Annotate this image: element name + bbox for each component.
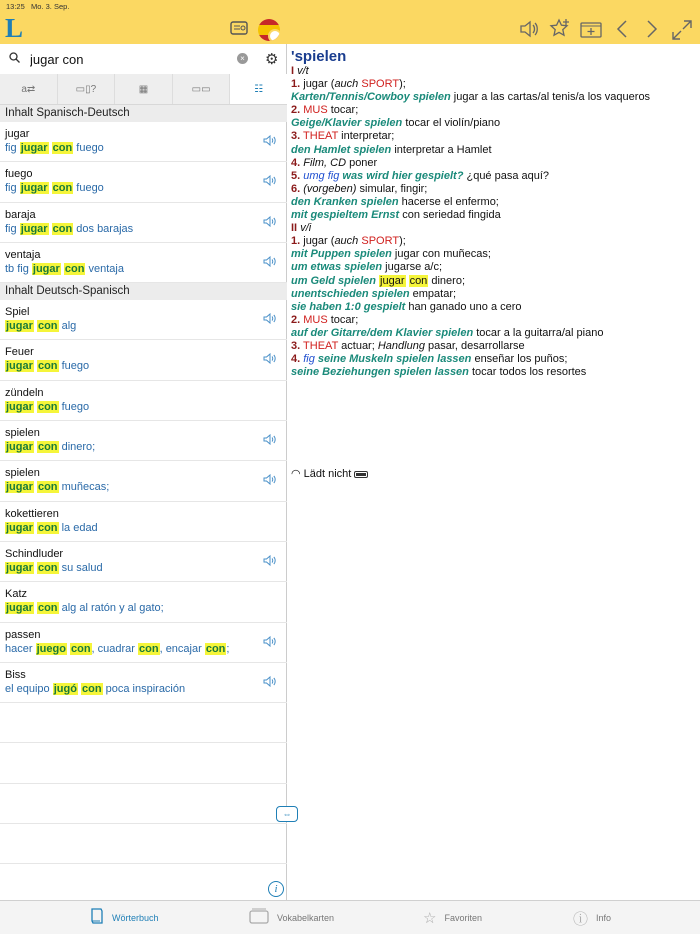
result-headword: Feuer [5,346,34,359]
sense-number: 1. [291,235,301,248]
empty-row [0,784,287,824]
translation: ¿qué pasa aquí? [463,169,550,182]
search-highlight: jugar [20,182,48,195]
example-phrase[interactable]: was wird hier gespielt? [339,169,464,182]
entry-line [291,65,697,78]
entry-line [291,91,697,104]
search-highlight: con [52,182,73,195]
tab-woerterbuch[interactable] [90,901,159,934]
translation-text: ; [226,642,230,655]
bottom-tab-bar [0,900,700,934]
domain-label: SPORT [358,235,400,248]
sense-number: 4. [291,156,301,169]
entry-line [291,248,697,261]
section-header-es-de: Inhalt Spanisch-Deutsch [0,105,287,122]
translation-text: muñecas; [58,481,110,494]
translation-text: el equipo [5,682,53,695]
wifi-icon: ◠ [291,467,301,480]
expand-icon[interactable] [670,18,694,42]
app-logo: L [5,13,24,43]
entry-line [291,209,697,222]
audio-speaker-icon[interactable] [263,353,276,367]
result-item[interactable] [0,623,287,663]
speaker-icon[interactable] [518,18,540,40]
example-phrase[interactable]: Geige/Klavier spielen [291,117,403,130]
domain-label: MUS [300,104,328,117]
usage-note: (vorgeben) [300,182,357,195]
translation: hacerse el enfermo; [398,195,499,208]
translation: dinero; [428,274,466,287]
search-highlight: jugó [53,682,77,695]
example-phrase[interactable]: seine Muskeln spielen lassen [314,353,472,366]
status-charging: Lädt nicht [303,467,352,480]
translation: han ganado uno a cero [405,300,522,313]
gear-icon[interactable]: ⚙ [265,51,279,68]
empty-row [0,703,287,743]
search-highlight: con [37,320,58,333]
translation-text: fig [5,142,20,154]
card-icon[interactable] [229,18,249,38]
star-add-icon[interactable] [548,17,572,41]
search-bar [0,44,287,74]
sense-number: 6. [291,182,301,195]
translation: poner [346,156,378,169]
result-item[interactable] [0,243,287,283]
translation-text: fuego [58,400,90,413]
mode-wildcard-tab[interactable] [58,74,116,104]
register-label: umg fig [300,169,340,182]
translation-text: alg al ratón y al gato; [58,602,164,615]
tab-label: Wörterbuch [112,913,159,923]
result-headword: jugar [5,128,30,140]
sense-number: 2. [291,313,301,326]
status-time: 13:25 [6,1,25,11]
example-phrase[interactable]: den Kranken spielen [291,195,399,208]
entry-line [291,196,697,209]
search-highlight: con [52,142,73,154]
result-item[interactable] [0,663,287,703]
search-highlight: jugar [6,561,33,574]
fulltext-search-icon: ☷ [254,83,264,95]
translate-search-icon: a⇄ [21,83,36,95]
search-highlight: con [70,642,91,655]
domain-label: MUS [300,313,328,326]
search-highlight: jugar [380,274,405,287]
back-icon[interactable] [612,18,632,40]
example-phrase[interactable]: um etwas spielen [291,261,383,274]
translation: interpretar a Hamlet [391,143,492,156]
entry-line [291,366,697,379]
roman-numeral: II [291,222,298,235]
usage-note: Handlung [377,339,425,352]
result-item[interactable] [0,582,287,622]
result-headword: Biss [5,668,26,681]
result-translation [5,181,287,195]
translation: actuar; [338,339,378,352]
entry-headword: 'spielen [291,48,347,65]
search-highlight: con [37,561,58,574]
result-translation [5,561,287,575]
domain-label: THEAT [300,339,339,352]
search-highlight: jugar [6,360,33,373]
translation-text: su salud [58,561,103,574]
translation: simular, fingir; [356,182,428,195]
example-phrase[interactable]: unentschieden spielen [291,287,410,300]
search-highlight: jugar [6,400,33,413]
translation-text: , cuadrar [91,642,139,655]
result-translation [5,601,287,615]
translation-text: dos barajas [73,222,134,235]
result-headword: kokettieren [5,507,59,520]
mode-translate-tab[interactable] [0,74,58,104]
clear-search-icon[interactable]: × [237,53,248,64]
tab-vokabelkarten[interactable] [249,901,334,934]
result-item[interactable] [0,502,287,542]
example-phrase[interactable]: Karten/Tennis/Cowboy spielen [291,91,451,104]
result-item[interactable] [0,122,287,162]
result-item[interactable] [0,162,287,202]
result-translation [5,642,287,656]
search-highlight: con [64,262,85,275]
result-headword: spielen [5,467,40,480]
search-highlight: juego [36,642,66,655]
info-icon[interactable]: i [268,881,284,897]
translation-text: dinero; [58,441,96,454]
result-translation [5,440,287,454]
tab-info[interactable] [573,901,611,934]
translation: con seriedad fingida [399,209,501,222]
results-list [0,105,287,864]
section-header-de-es: Inhalt Deutsch-Spanisch [0,283,287,300]
search-input[interactable] [30,49,230,69]
translation-text: fig [5,182,20,195]
example-phrase[interactable]: sie haben 1:0 gespielt [291,300,406,313]
translation: interpretar; [338,130,395,143]
result-translation [5,480,287,494]
audio-speaker-icon[interactable] [263,636,276,650]
translation: jugar a las cartas/al tenis/a los vaqueros [450,91,651,104]
info-circle-icon: ⓘ [573,910,589,928]
entry-line [291,104,697,117]
search-highlight: jugar [6,320,33,333]
grid-icon: ▦ [138,83,149,95]
translation: jugar ( [300,235,335,248]
entry-line [291,340,697,353]
entry-line [291,327,697,340]
search-highlight: jugar [6,441,33,454]
result-headword: ventaja [5,248,41,261]
result-translation [5,521,287,535]
translation: tocar todos los resortes [468,366,587,379]
example-phrase[interactable]: seine Beziehungen spielen lassen [291,366,469,379]
entry-line [291,183,697,196]
translation: tocar a la guitarra/al piano [473,326,604,339]
example-phrase[interactable]: auf der Gitarre/dem Klavier spielen [291,326,474,339]
translation: tocar; [327,104,359,117]
translation-text: fuego [73,182,104,195]
entry-line [291,275,697,288]
tab-favoriten[interactable] [423,901,482,934]
audio-speaker-icon[interactable] [263,256,276,270]
audio-speaker-icon[interactable] [263,313,276,327]
search-highlight: jugar [20,142,48,154]
search-highlight: con [82,682,102,695]
translation-text: , encajar [159,642,205,655]
sense-number: 4. [291,353,301,366]
audio-speaker-icon[interactable] [263,175,276,189]
entry-line [291,261,697,274]
search-highlight: con [52,222,73,235]
translation: tocar; [327,313,359,326]
result-translation [5,400,287,414]
part-of-speech: v/i [300,222,312,235]
sense-number: 5. [291,169,301,182]
search-highlight: jugar [20,222,48,235]
result-headword: zündeln [5,386,44,399]
result-translation [5,359,287,373]
translation: pasar, desarrollarse [424,339,525,352]
sense-number: 1. [291,78,301,91]
entry-line [291,157,697,170]
flashcards-icon [249,908,269,928]
translation: jugar con muñecas; [391,248,491,261]
translation: enseñar los puños; [471,353,568,366]
entry-line [291,78,697,91]
translation: ); [399,78,406,91]
split-toggle-icon[interactable]: ⇔ [276,806,298,822]
tab-label: Favoriten [444,913,482,923]
mode-fulltext-tab[interactable] [230,74,287,104]
example-phrase[interactable]: mit gespieltem Ernst [291,209,400,222]
audio-speaker-icon[interactable] [263,135,276,149]
entry-line [291,222,697,235]
search-mode-tabs [0,74,287,105]
audio-speaker-icon[interactable] [263,555,276,569]
result-headword: passen [5,628,41,641]
search-highlight: con [37,360,58,373]
audio-speaker-icon[interactable] [263,216,276,230]
translation-text: fuego [73,142,104,154]
result-headword: Spiel [5,306,30,319]
translation: ); [399,235,406,248]
sense-number: 3. [291,339,301,352]
translation-text: hacer [5,642,36,655]
result-headword: fuego [5,168,33,181]
translation-text: la edad [58,521,98,534]
register-label: fig [300,353,315,366]
example-phrase[interactable]: mit Puppen spielen [291,248,392,261]
translation-text: alg [58,320,77,333]
book-icon [90,908,104,928]
search-highlight: jugar [6,481,33,494]
result-item[interactable] [0,203,287,243]
translation: jugarse a/c; [382,261,443,274]
entry-line [291,353,697,366]
entry-line [291,144,697,157]
translation-text: tb fig [5,262,32,275]
example-phrase[interactable]: um Geld spielen [291,274,376,287]
audio-speaker-icon[interactable] [263,474,276,488]
audio-speaker-icon[interactable] [263,434,276,448]
search-highlight: con [37,521,58,534]
result-translation [5,141,287,155]
search-highlight: con [409,274,428,287]
result-item[interactable] [0,381,287,421]
result-item[interactable] [0,300,287,340]
mode-grid-tab[interactable] [115,74,173,104]
search-highlight: con [37,602,58,615]
result-headword: spielen [5,427,40,440]
search-highlight: con [37,481,58,494]
sense-number: 2. [291,104,301,117]
search-highlight: jugar [32,262,60,275]
result-headword: Katz [5,588,28,601]
search-highlight: jugar [6,521,33,534]
empty-row [0,743,287,783]
results-pane [0,44,287,900]
domain-label: THEAT [300,130,339,143]
translation: tocar el violín/piano [402,117,501,130]
empty-row [0,824,287,864]
domain-label: SPORT [358,78,400,91]
wildcard-icon: ▭▯? [75,83,97,95]
result-item[interactable] [0,542,287,582]
translation-text: ventaja [85,262,124,275]
tab-label: Info [596,913,612,923]
forward-icon[interactable] [642,18,662,40]
result-translation [5,319,287,333]
entry-line [291,288,697,301]
entry-line [291,117,697,130]
flag-spain-icon[interactable] [258,19,280,41]
usage-note: Film, CD [300,156,347,169]
star-icon: ☆ [423,910,437,927]
translation: empatar; [409,287,457,300]
translation-text: fig [5,222,20,235]
translation: jugar ( [300,78,335,91]
roman-numeral: I [291,65,295,77]
result-translation [5,682,287,696]
translation-text: fuego [58,360,90,373]
mode-cards-tab[interactable] [173,74,231,104]
folder-add-icon[interactable] [580,18,602,40]
usage-note: auch [334,235,359,248]
search-highlight: con [37,400,58,413]
result-translation [5,262,287,276]
part-of-speech: v/t [297,65,309,77]
cards-icon: ▭▭ [191,83,211,95]
search-highlight: con [205,642,226,655]
search-highlight: con [37,441,58,454]
tab-label: Vokabelkarten [277,913,335,923]
usage-note: auch [334,78,359,91]
sense-number: 3. [291,130,301,143]
example-phrase[interactable]: den Hamlet spielen [291,143,392,156]
entry-line [291,235,697,248]
entry-line [291,130,697,143]
audio-speaker-icon[interactable] [263,676,276,690]
result-item[interactable] [0,340,287,380]
result-headword: baraja [5,208,36,221]
result-headword: Schindluder [5,547,64,560]
translation-text: poca inspiración [102,682,186,695]
entry-line [291,170,697,183]
entry-line [291,301,697,314]
entry-pane [288,44,700,900]
entry-line [291,314,697,327]
status-date: Mo. 3. Sep. [31,1,70,11]
result-item[interactable] [0,421,287,461]
result-translation [5,222,287,236]
result-item[interactable] [0,461,287,501]
search-highlight: jugar [6,602,33,615]
search-icon [9,52,20,66]
search-highlight: con [139,642,159,655]
